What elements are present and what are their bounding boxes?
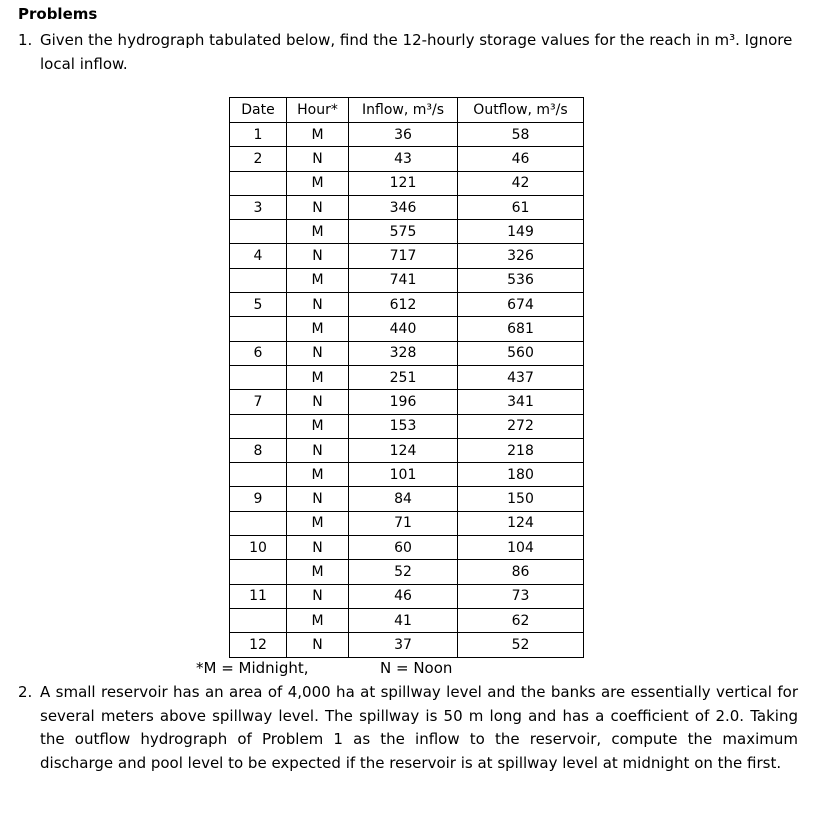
cell-date <box>230 365 287 389</box>
cell-outflow: 150 <box>458 487 584 511</box>
cell-outflow: 104 <box>458 536 584 560</box>
table-footnote <box>196 659 453 677</box>
table-row <box>230 633 584 657</box>
cell-outflow: 681 <box>458 317 584 341</box>
cell-outflow: 73 <box>458 584 584 608</box>
cell-outflow: 674 <box>458 293 584 317</box>
cell-inflow: 46 <box>349 584 458 608</box>
cell-outflow: 180 <box>458 463 584 487</box>
cell-date: 3 <box>230 195 287 219</box>
cell-date <box>230 317 287 341</box>
cell-hour: M <box>287 171 349 195</box>
table-row <box>230 147 584 171</box>
table-row <box>230 123 584 147</box>
cell-date: 2 <box>230 147 287 171</box>
table-row <box>230 390 584 414</box>
table-row <box>230 414 584 438</box>
cell-date <box>230 268 287 292</box>
cell-date <box>230 511 287 535</box>
table-header-row <box>230 98 584 123</box>
cell-date <box>230 414 287 438</box>
table-row <box>230 536 584 560</box>
cell-hour: N <box>287 584 349 608</box>
cell-outflow: 46 <box>458 147 584 171</box>
problem-2-number: 2. <box>18 683 33 701</box>
cell-date: 6 <box>230 341 287 365</box>
cell-inflow: 612 <box>349 293 458 317</box>
cell-date: 1 <box>230 123 287 147</box>
cell-hour: M <box>287 365 349 389</box>
cell-inflow: 60 <box>349 536 458 560</box>
cell-inflow: 37 <box>349 633 458 657</box>
table-row <box>230 171 584 195</box>
cell-outflow: 52 <box>458 633 584 657</box>
table-row <box>230 511 584 535</box>
cell-inflow: 124 <box>349 438 458 462</box>
table-row <box>230 341 584 365</box>
cell-hour: N <box>287 438 349 462</box>
cell-inflow: 101 <box>349 463 458 487</box>
cell-hour: M <box>287 608 349 632</box>
cell-hour: M <box>287 560 349 584</box>
cell-date: 9 <box>230 487 287 511</box>
table-row <box>230 560 584 584</box>
cell-outflow: 341 <box>458 390 584 414</box>
table-row <box>230 317 584 341</box>
table-row <box>230 220 584 244</box>
cell-date: 7 <box>230 390 287 414</box>
cell-date: 5 <box>230 293 287 317</box>
cell-date <box>230 220 287 244</box>
cell-date: 12 <box>230 633 287 657</box>
cell-hour: M <box>287 220 349 244</box>
table-row <box>230 608 584 632</box>
cell-hour: N <box>287 244 349 268</box>
cell-inflow: 328 <box>349 341 458 365</box>
problem-2-text: A small reservoir has an area of 4,000 ha at spillway level and the banks are essentially vertical for several meters above spillway level. The spillway is 50 m long and has a coefficient of 2.0. Taking the outflow hydrograph of Problem 1 as the inflow to the reservoir, compute the maximum discharge and pool level to be expected if the reservoir is at spillway level at midnight on the first. <box>40 683 798 772</box>
header-outflow: Outflow, m³/s <box>458 98 584 123</box>
cell-hour: M <box>287 511 349 535</box>
header-inflow: Inflow, m³/s <box>349 98 458 123</box>
cell-outflow: 86 <box>458 560 584 584</box>
cell-inflow: 741 <box>349 268 458 292</box>
cell-inflow: 41 <box>349 608 458 632</box>
cell-inflow: 440 <box>349 317 458 341</box>
cell-hour: N <box>287 195 349 219</box>
cell-inflow: 84 <box>349 487 458 511</box>
cell-date <box>230 608 287 632</box>
problem-1-number: 1. <box>18 31 33 49</box>
cell-hour: N <box>287 390 349 414</box>
cell-outflow: 560 <box>458 341 584 365</box>
table-row <box>230 438 584 462</box>
footnote-midnight: *M = Midnight, <box>196 659 309 677</box>
cell-hour: N <box>287 487 349 511</box>
table-body <box>230 123 584 658</box>
cell-hour: M <box>287 268 349 292</box>
cell-inflow: 717 <box>349 244 458 268</box>
cell-date <box>230 171 287 195</box>
cell-inflow: 71 <box>349 511 458 535</box>
cell-hour: M <box>287 317 349 341</box>
cell-hour: N <box>287 536 349 560</box>
cell-inflow: 196 <box>349 390 458 414</box>
cell-inflow: 153 <box>349 414 458 438</box>
table-row <box>230 244 584 268</box>
cell-inflow: 251 <box>349 365 458 389</box>
cell-inflow: 43 <box>349 147 458 171</box>
cell-outflow: 149 <box>458 220 584 244</box>
cell-outflow: 272 <box>458 414 584 438</box>
cell-hour: N <box>287 633 349 657</box>
cell-outflow: 58 <box>458 123 584 147</box>
cell-hour: N <box>287 341 349 365</box>
hydrograph-table <box>229 97 584 658</box>
table-row <box>230 195 584 219</box>
problem-2 <box>18 681 798 775</box>
table-row <box>230 268 584 292</box>
cell-outflow: 62 <box>458 608 584 632</box>
cell-inflow: 52 <box>349 560 458 584</box>
cell-outflow: 437 <box>458 365 584 389</box>
cell-hour: M <box>287 414 349 438</box>
section-heading: Problems <box>18 5 98 23</box>
cell-outflow: 326 <box>458 244 584 268</box>
table-row <box>230 487 584 511</box>
cell-hour: N <box>287 293 349 317</box>
cell-hour: M <box>287 123 349 147</box>
table-row <box>230 365 584 389</box>
cell-date: 8 <box>230 438 287 462</box>
table-row <box>230 584 584 608</box>
cell-date: 4 <box>230 244 287 268</box>
cell-outflow: 536 <box>458 268 584 292</box>
cell-hour: M <box>287 463 349 487</box>
cell-date <box>230 463 287 487</box>
cell-inflow: 121 <box>349 171 458 195</box>
cell-inflow: 346 <box>349 195 458 219</box>
table-row <box>230 293 584 317</box>
problem-1-text: Given the hydrograph tabulated below, find the 12-hourly storage values for the reach in m³. Ignore local inflow. <box>40 31 793 73</box>
footnote-noon: N = Noon <box>380 659 453 677</box>
cell-date: 10 <box>230 536 287 560</box>
cell-outflow: 42 <box>458 171 584 195</box>
cell-date: 11 <box>230 584 287 608</box>
problem-1 <box>18 28 818 76</box>
header-hour: Hour* <box>287 98 349 123</box>
header-date: Date <box>230 98 287 123</box>
cell-hour: N <box>287 147 349 171</box>
cell-outflow: 61 <box>458 195 584 219</box>
cell-inflow: 575 <box>349 220 458 244</box>
cell-outflow: 124 <box>458 511 584 535</box>
cell-inflow: 36 <box>349 123 458 147</box>
cell-date <box>230 560 287 584</box>
table-row <box>230 463 584 487</box>
cell-outflow: 218 <box>458 438 584 462</box>
